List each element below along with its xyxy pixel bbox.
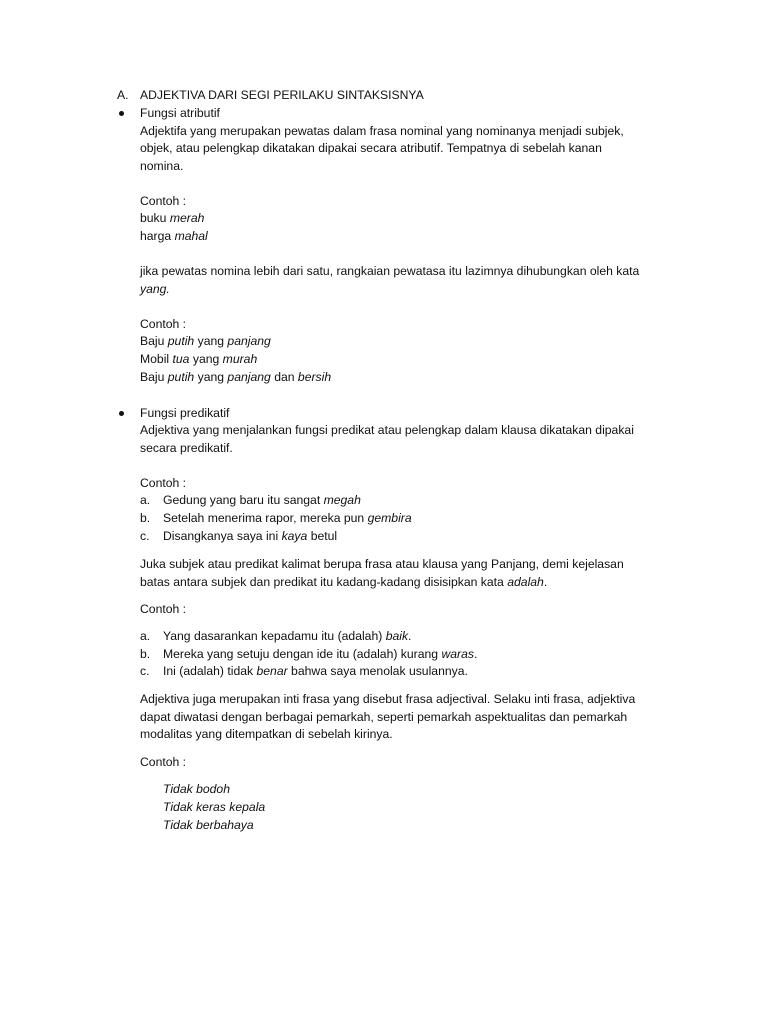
contoh-label: Contoh : [140,317,187,331]
example-line: Baju putih yang panjang [140,334,271,348]
list-letter: b. [140,647,151,661]
contoh-label: Contoh : [140,194,187,208]
paragraph-line: batas antara subjek dan predikat itu kadang-kadang disisipkan kata adalah. [140,575,548,589]
list-letter: b. [140,511,151,525]
list-item: Setelah menerima rapor, mereka pun gembira [163,511,412,525]
bullet-icon [119,105,124,122]
paragraph-line: Adjektiva yang menjalankan fungsi predikat atau pelengkap dalam klausa dikatakan dipakai [140,423,634,437]
paragraph-line: yang. [140,282,170,296]
paragraph-line: secara predikatif. [140,441,233,455]
paragraph-line: Juka subjek atau predikat kalimat berupa frasa atau klausa yang Panjang, demi kejelasan [140,557,624,571]
paragraph-line: objek, atau pelengkap dikatakan dipakai secara atributif. Tempatnya di sebelah kanan [140,141,602,155]
example-line: buku merah [140,211,205,225]
paragraph-line: Adjektifa yang merupakan pewatas dalam frasa nominal yang nominanya menjadi subjek, [140,124,624,138]
contoh-label: Contoh : [140,602,187,616]
example-line: Baju putih yang panjang dan bersih [140,370,332,384]
section-title: ADJEKTIVA DARI SEGI PERILAKU SINTAKSISNYA [140,88,424,102]
list-item: Yang dasarankan kepadamu itu (adalah) baik. [163,629,412,643]
example-line: Tidak berbahaya [163,818,254,832]
list-letter: c. [140,664,150,678]
example-line: harga mahal [140,229,208,243]
list-letter: a. [140,493,151,507]
example-line: Tidak bodoh [163,782,230,796]
paragraph-line: dapat diwatasi dengan berbagai pemarkah, seperti pemarkah aspektualitas dan pemarkah [140,710,628,724]
example-line: Mobil tua yang murah [140,352,258,366]
heading-atributif: Fungsi atributif [140,106,220,120]
list-item: Disangkanya saya ini kaya betul [163,529,338,543]
contoh-label: Contoh : [140,755,187,769]
section-label: A. [117,88,129,102]
paragraph-line: modalitas yang ditempatkan di sebelah kirinya. [140,727,393,741]
paragraph-line: jika pewatas nomina lebih dari satu, rangkaian pewatasa itu lazimnya dihubungkan oleh kata [140,264,640,278]
contoh-label: Contoh : [140,476,187,490]
list-letter: a. [140,629,151,643]
bullet-icon [119,405,124,422]
example-line: Tidak keras kepala [163,800,266,814]
paragraph-line: Adjektiva juga merupakan inti frasa yang disebut frasa adjectival. Selaku inti frasa, adjektiva [140,692,636,706]
paragraph-line: nomina. [140,159,184,173]
list-item: Mereka yang setuju dengan ide itu (adalah) kurang waras. [163,647,478,661]
list-item: Gedung yang baru itu sangat megah [163,493,361,507]
list-letter: c. [140,529,150,543]
list-item: Ini (adalah) tidak benar bahwa saya menolak usulannya. [163,664,468,678]
heading-predikatif: Fungsi predikatif [140,406,230,420]
